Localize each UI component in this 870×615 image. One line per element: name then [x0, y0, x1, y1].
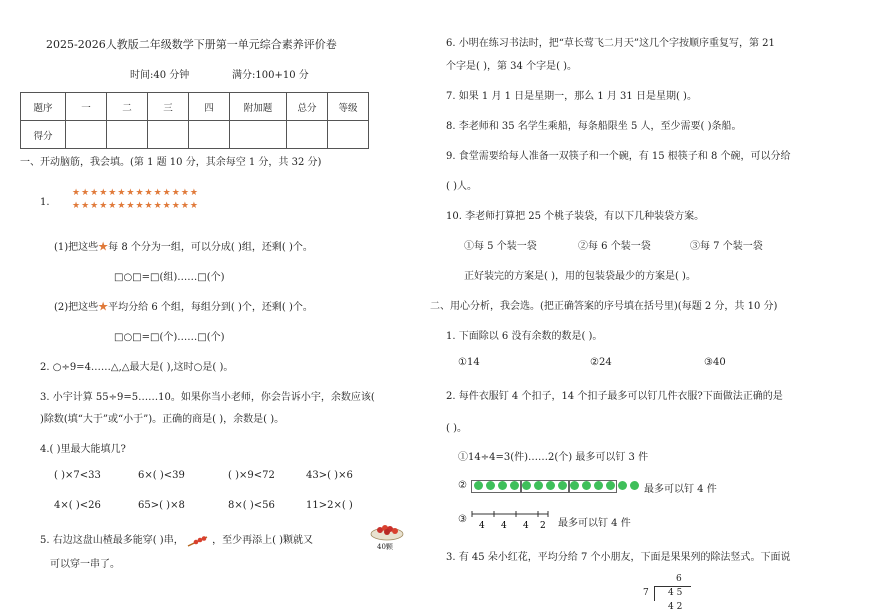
s2q2-option-3-number: ③: [458, 514, 467, 525]
button-dot: [570, 481, 579, 490]
q4-item: ( )×9<72: [228, 470, 275, 481]
score-cell[interactable]: [230, 121, 287, 149]
button-dot: [498, 481, 507, 490]
button-dot: [630, 481, 639, 490]
question-text: 5. 右边这盘山楂最多能穿( )串，: [40, 535, 184, 546]
question-9-line2: ( )人。: [446, 181, 477, 192]
s2q1-option: ③40: [704, 357, 726, 368]
button-dot: [486, 481, 495, 490]
score-cell[interactable]: [287, 121, 328, 149]
question-9-line1: 9. 食堂需要给每人准备一双筷子和一个碗，有 15 根筷子和 8 个碗，可以分给: [446, 151, 791, 162]
s2q1-option: ①14: [458, 357, 480, 368]
button-dot: [606, 481, 615, 490]
exam-full-score: 满分:100+10 分: [232, 70, 309, 81]
button-dots: [472, 480, 640, 491]
question-1-number: 1.: [40, 197, 50, 208]
question-text: 每 8 个分为一组，可以分成( )组，还剩( )个。: [108, 242, 313, 253]
score-cell[interactable]: [66, 121, 107, 149]
score-cell[interactable]: [328, 121, 369, 149]
number-line-diagram: [470, 510, 552, 530]
question-7: 7. 如果 1 月 1 日是星期一，那么 1 月 31 日是星期( )。: [446, 91, 697, 102]
q10-option: ③每 7 个装一袋: [690, 241, 763, 252]
table-header: 二: [107, 93, 148, 121]
s2q2-option-3-text: 最多可以钉 4 件: [558, 518, 631, 529]
button-dot: [618, 481, 627, 490]
question-10-answer: 正好装完的方案是( )，用的包装袋最少的方案是( )。: [464, 271, 696, 282]
score-table-header-row: [21, 93, 369, 121]
q4-item: ( )×7<33: [54, 470, 101, 481]
s2-question-2-line1: 2. 每件衣服钉 4 个扣子，14 个扣子最多可以钉几件衣服?下面做法正确的是: [446, 391, 783, 402]
question-text: 平均分给 6 个组，每组分到( )个，还剩( )个。: [108, 302, 313, 313]
star-icon: ★: [98, 242, 109, 253]
table-header: 一: [66, 93, 107, 121]
s2q2-option-2-text: 最多可以钉 4 件: [644, 484, 717, 495]
button-dot: [558, 481, 567, 490]
question-3-line2: )除数(填“大于”或“小于”)。正确的商是( )，余数是( )。: [40, 414, 285, 425]
s2q2-option-1: ①14÷4=3(件)……2(个) 最多可以钉 3 件: [458, 452, 649, 463]
number-line-label: 4: [501, 521, 507, 530]
table-header: 等级: [328, 93, 369, 121]
number-line-label: 4: [523, 521, 529, 530]
question-text: (1)把这些: [54, 242, 99, 253]
number-line-label: 4: [479, 521, 485, 530]
s2-question-2-line2: ( )。: [446, 423, 467, 434]
q4-item: 43>( )×6: [306, 470, 353, 481]
q4-item: 6×( )<39: [138, 470, 185, 481]
number-line-label: 2: [540, 521, 546, 530]
button-dot: [534, 481, 543, 490]
question-1-1: [54, 238, 313, 253]
button-dot: [582, 481, 591, 490]
question-10: 10. 李老师打算把 25 个桃子装袋，有以下几种装袋方案。: [446, 211, 705, 222]
question-6-line2: 个字是( )，第 34 个字是( )。: [446, 61, 578, 72]
s2q1-option: ②24: [590, 357, 612, 368]
table-row-label: 得分: [21, 121, 66, 149]
button-dot: [594, 481, 603, 490]
stars-row-2: ★★★★★★★★★★★★★★: [72, 201, 199, 211]
equation-1-1: □○□=□(组)……□(个): [114, 272, 225, 283]
star-icon: ★: [98, 302, 109, 313]
table-header: 附加题: [230, 93, 287, 121]
table-header: 题序: [21, 93, 66, 121]
skewer-icon: [187, 535, 209, 547]
equation-1-2: □○□=□(个)……□(个): [114, 332, 225, 343]
question-8: 8. 李老师和 35 名学生乘船，每条船限坐 5 人，至少需要( )条船。: [446, 121, 742, 132]
score-cell[interactable]: [189, 121, 230, 149]
question-text: ，至少再添上( )颗就又: [212, 535, 314, 546]
section-1-title: 一、开动脑筋，我会填。(第 1 题 10 分，其余每空 1 分，共 32 分): [20, 157, 322, 168]
stars-row-1: ★★★★★★★★★★★★★★: [72, 188, 199, 198]
button-dot: [522, 481, 531, 490]
plate-label: 40颗: [377, 543, 393, 551]
s2-question-1: 1. 下面除以 6 没有余数的数是( )。: [446, 331, 603, 342]
q10-option: ①每 5 个装一袋: [464, 241, 537, 252]
q10-option: ②每 6 个装一袋: [578, 241, 651, 252]
table-header: 总分: [287, 93, 328, 121]
division-divisor: 7: [643, 588, 649, 598]
section-2-title: 二、用心分析，我会选。(把正确答案的序号填在括号里)(每题 2 分，共 10 分): [430, 301, 778, 312]
s2-question-3: 3. 有 45 朵小红花，平均分给 7 个小朋友，下面是果果列的除法竖式。下面说: [446, 552, 791, 563]
question-5-line2: 可以穿一串了。: [50, 559, 120, 570]
question-1-2: [54, 298, 313, 313]
question-6-line1: 6. 小明在练习书法时，把“草长莺飞二月天”这几个字按顺序重复写，第 21: [446, 38, 775, 49]
button-dot: [474, 481, 483, 490]
button-dot: [510, 481, 519, 490]
hawthorn-plate-icon: [370, 520, 404, 542]
q4-item: 4×( )<26: [54, 500, 101, 511]
table-header: 四: [189, 93, 230, 121]
table-header: 三: [148, 93, 189, 121]
question-2: 2. ○÷9=4……△,△最大是( ),这时○是( )。: [40, 362, 234, 373]
question-3-line1: 3. 小宇计算 55÷9=5……10。如果你当小老师，你会告诉小宇，余数应该(: [40, 392, 375, 403]
score-table-score-row: [21, 121, 369, 149]
question-5-line1: [40, 531, 313, 547]
division-dividend: 4 5: [668, 588, 683, 598]
division-quotient: 6: [676, 574, 682, 584]
score-cell[interactable]: [107, 121, 148, 149]
exam-title: 2025-2026人教版二年级数学下册第一单元综合素养评价卷: [46, 38, 337, 51]
q4-item: 8×( )<56: [228, 500, 275, 511]
exam-time: 时间:40 分钟: [130, 70, 190, 81]
question-4: 4.( )里最大能填几?: [40, 444, 126, 455]
division-product: 4 2: [668, 602, 683, 612]
score-table: [20, 92, 369, 149]
question-text: (2)把这些: [54, 302, 99, 313]
button-dot: [546, 481, 555, 490]
q4-item: 65>( )×8: [138, 500, 185, 511]
s2q2-option-2-number: ②: [458, 480, 467, 491]
score-cell[interactable]: [148, 121, 189, 149]
q4-item: 11>2×( ): [306, 500, 353, 511]
